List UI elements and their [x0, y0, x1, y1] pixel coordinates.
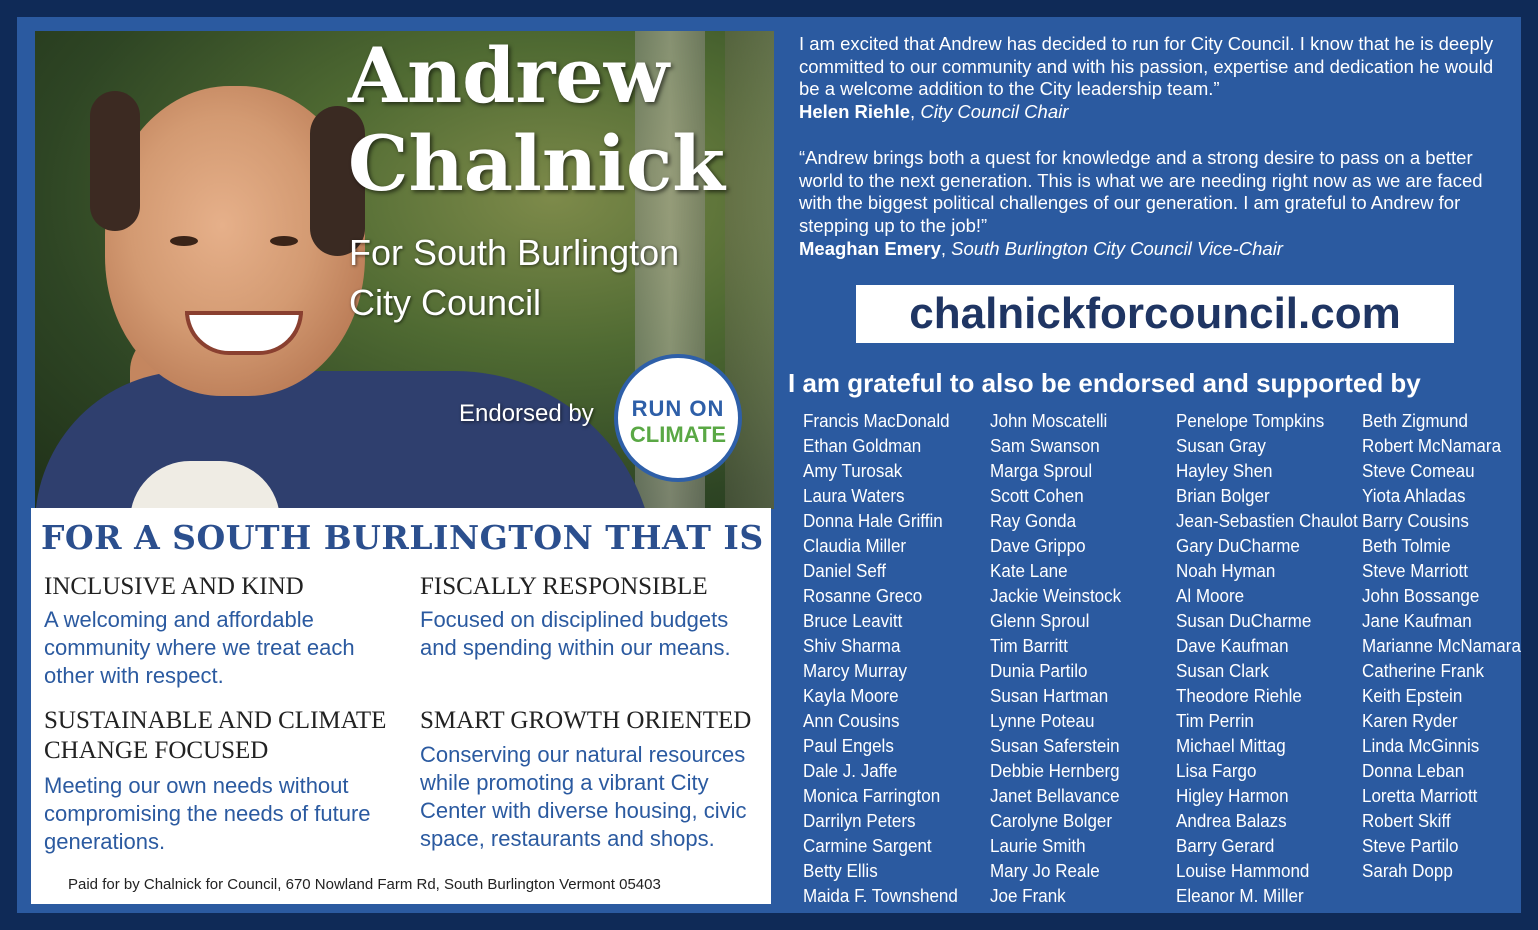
supporter-name: Susan Clark [1176, 660, 1269, 681]
eye-left [170, 236, 198, 246]
supporter-name: Dave Grippo [990, 535, 1086, 556]
supporter-name: Yiota Ahladas [1362, 485, 1466, 506]
logo-line-1: RUN ON [631, 396, 725, 421]
paid-for-disclaimer: Paid for by Chalnick for Council, 670 Nowland Farm Rd, South Burlington Vermont 05403 [68, 876, 661, 893]
quote-2-author: Meaghan Emery [799, 237, 941, 259]
subtitle-line-2: City Council [349, 282, 542, 323]
quote-1-role: City Council Chair [920, 101, 1069, 123]
supporter-name: Louise Hammond [1176, 860, 1310, 881]
subtitle-line-1: For South Burlington [349, 232, 680, 273]
supporter-name: Theodore Riehle [1176, 685, 1302, 706]
run-on-climate-logo [614, 354, 742, 482]
supporter-name: Monica Farrington [803, 785, 941, 806]
supporter-name: Lynne Poteau [990, 710, 1095, 731]
supporter-name: Steve Comeau [1362, 460, 1475, 481]
supporter-name: Robert Skiff [1362, 810, 1451, 831]
platform-heading-1: INCLUSIVE AND KIND [44, 573, 304, 600]
platform-heading-3: SUSTAINABLE AND CLIMATE CHANGE FOCUSED [44, 707, 387, 764]
supporter-name: Lisa Fargo [1176, 760, 1257, 781]
supporter-name: Susan Saferstein [990, 735, 1120, 756]
supporter-name: Janet Bellavance [990, 785, 1120, 806]
quote-2 [799, 147, 1509, 261]
supporter-name: Loretta Marriott [1362, 785, 1478, 806]
supporter-name: Bruce Leavitt [803, 610, 903, 631]
supporter-name: Debbie Hernberg [990, 760, 1120, 781]
supporter-name: Marcy Murray [803, 660, 908, 681]
supporter-name: Daniel Seff [803, 560, 886, 581]
supporter-name: Susan DuCharme [1176, 610, 1312, 631]
endorsed-by-label: Endorsed by [459, 400, 594, 427]
logo-line-2: CLIMATE [629, 422, 727, 447]
sweater [35, 371, 655, 509]
supporter-name: Sam Swanson [990, 435, 1100, 456]
supporter-name: Tim Barritt [990, 635, 1068, 656]
supporter-name: Hayley Shen [1176, 460, 1273, 481]
supporter-name: Tim Perrin [1176, 710, 1254, 731]
supporters-column-1 [803, 408, 971, 908]
supporter-name: Claudia Miller [803, 535, 907, 556]
supporter-name: John Bossange [1362, 585, 1480, 606]
supporter-name: Andrea Balazs [1176, 810, 1287, 831]
last-name: Chalnick [348, 119, 725, 208]
supporter-name: Beth Zigmund [1362, 410, 1468, 431]
supporter-name: Shiv Sharma [803, 635, 901, 656]
supporters-heading: I am grateful to also be endorsed and supported by [788, 368, 1421, 398]
supporter-name: Steve Partilo [1362, 835, 1459, 856]
supporter-name: Donna Hale Griffin [803, 510, 943, 531]
supporter-name: Higley Harmon [1176, 785, 1289, 806]
supporter-name: Carolyne Bolger [990, 810, 1113, 831]
supporter-name: Sarah Dopp [1362, 860, 1453, 881]
supporter-name: Jean-Sebastien Chaulot [1176, 510, 1358, 531]
quote-2-attribution: Meaghan Emery, South Burlington City Council Vice-Chair [799, 237, 1283, 259]
quote-2-role: South Burlington City Council Vice-Chair [951, 237, 1283, 259]
eye-right [270, 236, 298, 246]
supporter-name: Dunia Partilo [990, 660, 1088, 681]
supporters-column-3 [1176, 408, 1373, 908]
supporter-name: Ann Cousins [803, 710, 900, 731]
supporter-name: Eleanor M. Miller [1176, 885, 1304, 906]
platform-text-1: A welcoming and affordable community where we treat each other with respect. [44, 607, 355, 688]
hair-left [90, 91, 140, 231]
supporter-name: Noah Hyman [1176, 560, 1276, 581]
supporter-name: Donna Leban [1362, 760, 1465, 781]
supporter-name: Keith Epstein [1362, 685, 1463, 706]
supporter-name: Carmine Sargent [803, 835, 932, 856]
supporter-name: Beth Tolmie [1362, 535, 1451, 556]
supporter-name: Marianne McNamara [1362, 635, 1521, 656]
platform-text-4: Conserving our natural resources while promoting a vibrant City Center with diverse housing, civic space, restaurants and shops. [420, 742, 747, 851]
supporter-name: John Moscatelli [990, 410, 1108, 431]
supporters-column-4 [1362, 408, 1535, 883]
supporter-name: Linda McGinnis [1362, 735, 1480, 756]
supporter-name: Glenn Sproul [990, 610, 1090, 631]
supporter-name: Ethan Goldman [803, 435, 922, 456]
supporter-name: Dale J. Jaffe [803, 760, 898, 781]
supporter-name: Kayla Moore [803, 685, 899, 706]
supporter-name: Brian Bolger [1176, 485, 1270, 506]
supporter-name: Maida F. Townshend [803, 885, 958, 906]
quote-1-text: I am excited that Andrew has decided to run for City Council. I know that he is deeply committed to our community and with his passion, expertise and dedication he would be a welcome addition to the City leadership team.” [799, 33, 1494, 100]
supporter-name: Al Moore [1176, 585, 1245, 606]
candidate-name [348, 32, 725, 208]
supporter-name: Barry Gerard [1176, 835, 1275, 856]
platform-text-2: Focused on disciplined budgets and spending within our means. [420, 607, 731, 660]
quote-2-text: “Andrew brings both a quest for knowledge and a strong desire to pass on a better world to the next generation. This is what we are needing right now as we are faced with the biggest political challenges of our generation. I am grateful to Andrew for stepping up to the job!” [799, 147, 1483, 237]
supporter-name: Mary Jo Reale [990, 860, 1100, 881]
supporter-name: Susan Hartman [990, 685, 1109, 706]
campaign-website: chalnickforcouncil.com [856, 285, 1454, 343]
supporter-name: Gary DuCharme [1176, 535, 1300, 556]
office-subtitle [349, 228, 679, 328]
supporter-name: Joe Frank [990, 885, 1066, 906]
supporter-name: Jane Kaufman [1362, 610, 1472, 631]
supporter-name: Barry Cousins [1362, 510, 1469, 531]
supporter-name: Amy Turosak [803, 460, 903, 481]
supporter-name: Robert McNamara [1362, 435, 1502, 456]
supporter-name: Scott Cohen [990, 485, 1084, 506]
supporter-name: Betty Ellis [803, 860, 878, 881]
platform-heading-2: FISCALLY RESPONSIBLE [420, 573, 708, 600]
quote-1-author: Helen Riehle [799, 101, 911, 123]
supporter-name: Darrilyn Peters [803, 810, 916, 831]
platform-heading-4: SMART GROWTH ORIENTED [420, 707, 752, 734]
first-name: Andrew [348, 31, 670, 120]
supporter-name: Marga Sproul [990, 460, 1093, 481]
supporter-name: Steve Marriott [1362, 560, 1468, 581]
supporter-name: Paul Engels [803, 735, 894, 756]
supporter-name: Laura Waters [803, 485, 905, 506]
platform-text-3: Meeting our own needs without compromising the needs of future generations. [44, 773, 371, 854]
supporter-name: Karen Ryder [1362, 710, 1458, 731]
supporter-name: Catherine Frank [1362, 660, 1485, 681]
supporters-column-2 [990, 408, 1133, 908]
supporter-name: Susan Gray [1176, 435, 1266, 456]
supporter-name: Laurie Smith [990, 835, 1086, 856]
supporter-name: Dave Kaufman [1176, 635, 1289, 656]
platform-title: FOR A SOUTH BURLINGTON THAT IS [41, 518, 764, 557]
supporter-name: Francis MacDonald [803, 410, 950, 431]
quote-1-attribution: Helen Riehle, City Council Chair [799, 101, 1069, 123]
supporter-name: Penelope Tompkins [1176, 410, 1325, 431]
quote-1 [799, 33, 1509, 124]
supporter-name: Ray Gonda [990, 510, 1077, 531]
supporter-name: Michael Mittag [1176, 735, 1286, 756]
supporter-name: Kate Lane [990, 560, 1068, 581]
supporter-name: Jackie Weinstock [990, 585, 1122, 606]
supporter-name: Rosanne Greco [803, 585, 923, 606]
